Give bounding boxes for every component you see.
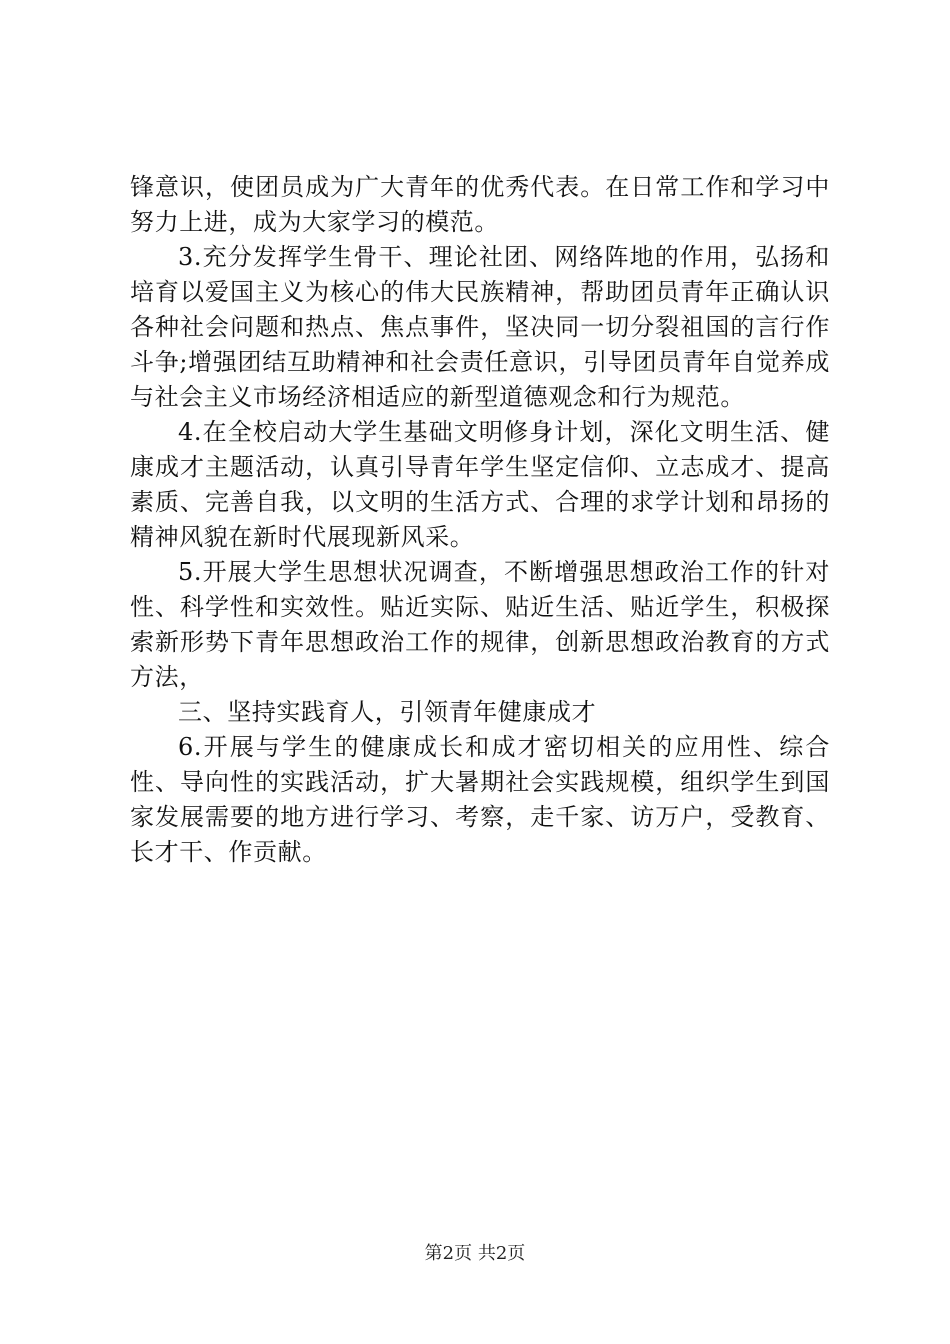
paragraph-item-4: 4.在全校启动大学生基础文明修身计划，深化文明生活、健康成才主题活动，认真引导青年学生坚定信仰、立志成才、提高素质、完善自我，以文明的生活方式、合理的求学计划和昂扬的精神风貌在新时代展现新风采。 — [130, 418, 830, 551]
section-heading: 三、坚持实践育人，引领青年健康成才 — [178, 698, 597, 726]
paragraph-item-5: 5.开展大学生思想状况调查，不断增强思想政治工作的针对性、科学性和实效性。贴近实际、贴近生活、贴近学生，积极探索新形势下青年思想政治工作的规律，创新思想政治教育的方式方法， — [130, 558, 830, 691]
paragraph-continuation: 锋意识，使团员成为广大青年的优秀代表。在日常工作和学习中努力上进，成为大家学习的模范。 — [130, 173, 830, 236]
paragraph-item-6: 6.开展与学生的健康成长和成才密切相关的应用性、综合性、导向性的实践活动，扩大暑期社会实践规模，组织学生到国家发展需要的地方进行学习、考察，走千家、访万户，受教育、长才干、作贡献。 — [130, 733, 830, 866]
page-number-footer: 第2页 共2页 — [424, 1243, 526, 1264]
document-body — [130, 170, 830, 870]
paragraph-item-3: 3.充分发挥学生骨干、理论社团、网络阵地的作用，弘扬和培育以爱国主义为核心的伟大民族精神，帮助团员青年正确认识各种社会问题和热点、焦点事件，坚决同一切分裂祖国的言行作斗争;增强团结互助精神和社会责任意识，引导团员青年自觉养成与社会主义市场经济相适应的新型道德观念和行为规范。 — [130, 243, 830, 411]
